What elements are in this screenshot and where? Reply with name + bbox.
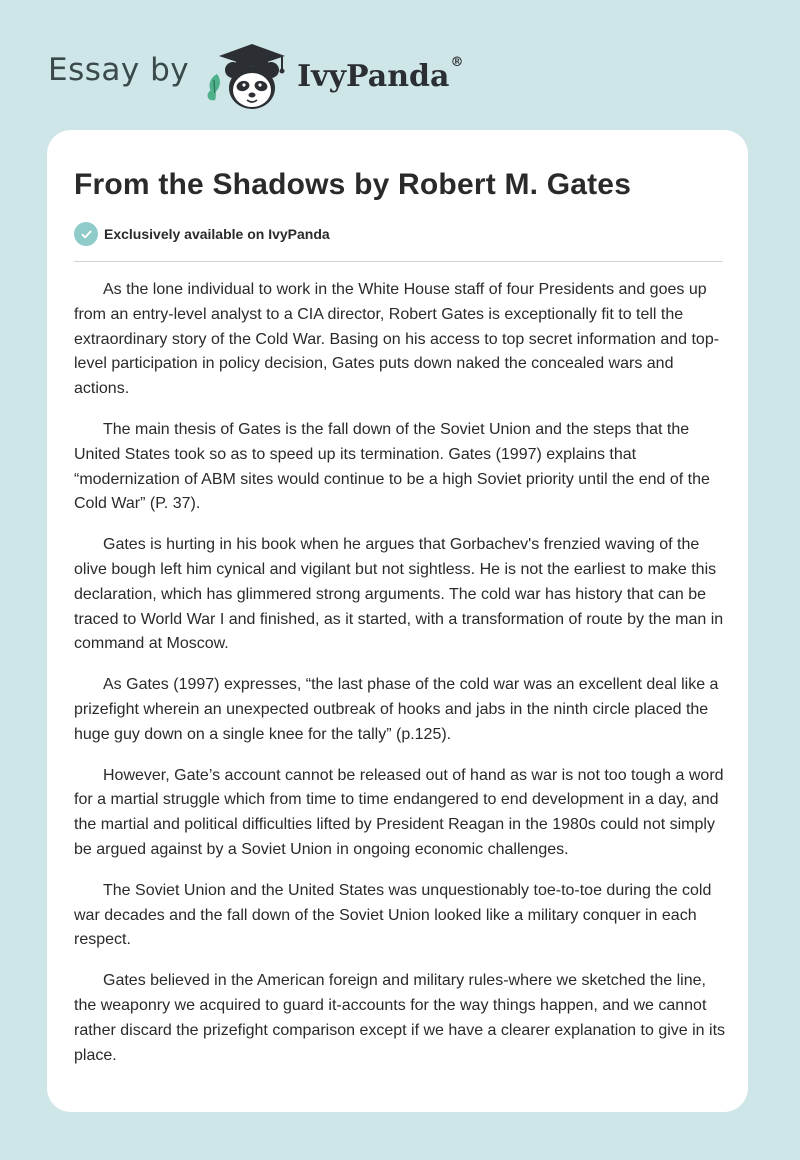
paragraph: As Gates (1997) expresses, “the last phase of the cold war was an excellent deal like a prizefight wherein an unexpected outbreak of hooks and jabs in the ninth circle placed the huge guy down on a single knee for the tally” (p.125). xyxy=(74,676,719,743)
exclusive-badge xyxy=(74,222,330,246)
brand-name[interactable]: IvyPanda® xyxy=(297,54,464,94)
paragraph: The Soviet Union and the United States was unquestionably toe-to-toe during the cold war decades and the fall down of the Soviet Union looked like a military conquer in each respect. xyxy=(74,881,712,949)
check-icon xyxy=(74,222,98,246)
site-header xyxy=(48,34,463,114)
essay-by-label: Essay by xyxy=(48,52,190,88)
exclusive-label: Exclusively available on IvyPanda xyxy=(104,226,330,242)
registered-mark: ® xyxy=(450,54,464,70)
panda-graduate-icon[interactable] xyxy=(203,34,295,114)
paragraph: Gates believed in the American foreign and military rules-where we sketched the line, the weaponry we acquired to guard it-accounts for the way things happen, and we cannot rather discard the prizefight comparison except if we have a clearer explanation to give in its place. xyxy=(74,972,726,1064)
page-title: From the Shadows by Robert M. Gates xyxy=(74,168,632,201)
essay-card xyxy=(47,130,748,1112)
paragraph: However, Gate’s account cannot be released out of hand as war is not too tough a word for a martial struggle which from time to time endangered to end development in a day, and the martial and political difficulties lifted by President Reagan in the 1980s could not simply be argued against by a Soviet Union in ongoing economic challenges. xyxy=(74,766,724,858)
paragraph: As the lone individual to work in the White House staff of four Presidents and goes up from an entry-level analyst to a CIA director, Robert Gates is exceptionally fit to tell the extraordinary story of the Cold War. Basing on his access to top secret information and top-level participation in policy decision, Gates puts down naked the concealed wars and actions. xyxy=(74,281,720,398)
essay-body xyxy=(74,278,726,1084)
paragraph: The main thesis of Gates is the fall down of the Soviet Union and the steps that the United States took so as to speed up its termination. Gates (1997) explains that “modernization of ABM sites would continue to be a high Soviet priority until the end of the Cold War” (P. 37). xyxy=(74,420,710,513)
divider xyxy=(74,261,723,262)
paragraph: Gates is hurting in his book when he argues that Gorbachev's frenzied waving of the olive bough left him cynical and vigilant but not sightless. He is not the earliest to make this declaration, which has glimmered strong arguments. The cold war has history that can be traced to World War I and finished, as it started, with a transformation of route by the man in command at Moscow. xyxy=(74,536,724,653)
